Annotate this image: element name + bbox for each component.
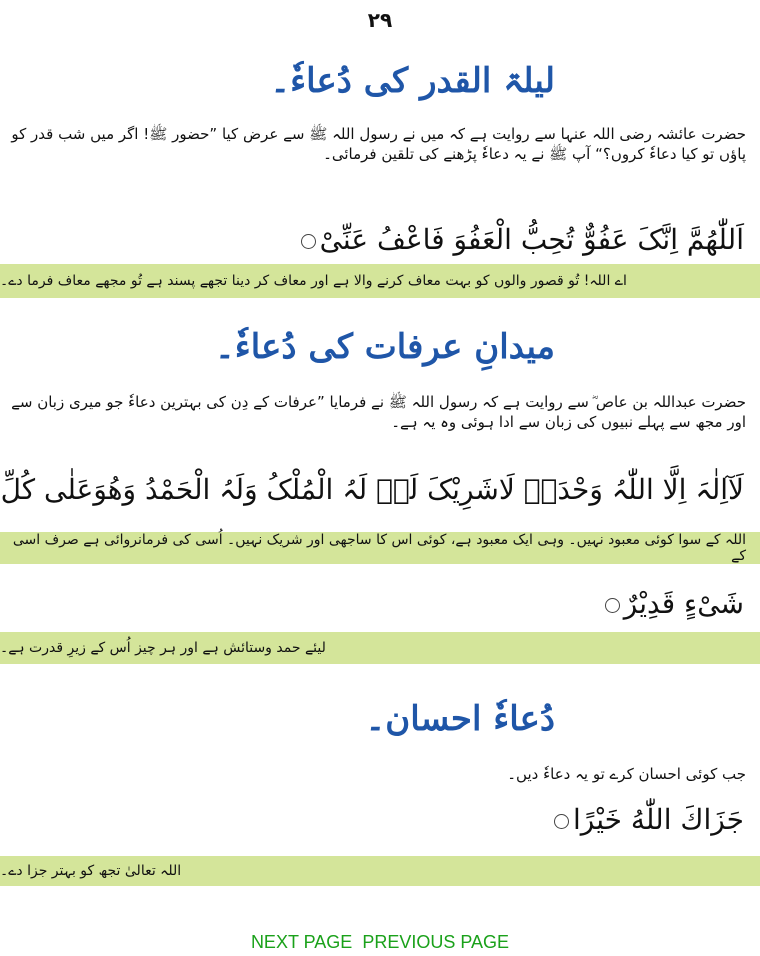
arabic-dua-arafat-cont <box>603 584 744 624</box>
arabic-dua-laylatul-qadr <box>299 220 744 260</box>
verse-end-icon <box>605 598 620 613</box>
arabic-text: جَزَاكَ اللّٰهُ خَيْرًا <box>573 803 744 836</box>
next-page-link[interactable]: NEXT PAGE <box>250 932 353 952</box>
arabic-text: اَللّٰھُمَّ اِنَّکَ عَفُوٌّ تُحِبُّ الْعَفُوَ فَاعْفُ عَنِّیْ <box>319 223 744 256</box>
page-navigation <box>0 932 760 953</box>
section-body-laylatul-qadr: حضرت عائشہ رضی اللہ عنہا سے روایت ہے کہ میں نے رسول اللہ ﷺ سے عرض کیا ”حضور ﷺ! اگر میں شب قدر کو پاؤں تو کیا دعاءٗ کروں؟“ آپ ﷺ نے یہ دعاءٗ پڑھنے کی تلقین فرمائی۔ <box>11 125 746 163</box>
section-body-ihsan: جب کوئی احسان کرے تو یہ دعاءٗ دیں۔ <box>507 765 746 783</box>
verse-end-icon <box>554 814 569 829</box>
section-body-arafat: حضرت عبداللہ بن عاص ؓ سے روایت ہے کہ رسول اللہ ﷺ نے فرمایا ”عرفات کے دِن کی بہترین دعاءٗ جو میری زبان سے اور مجھ سے پہلے نبیوں کی زبان سے ادا ہوئی وہ یہ ہے۔ <box>11 393 746 431</box>
page-number: ۲۹ <box>367 8 393 32</box>
arabic-dua-arafat: لَآاِلٰہَ اِلَّا اللّٰہُ وَحْدَہٗ لَاشَرِیْکَ لَہٗ لَہُ الْمُلْکُ وَلَہُ الْحَمْدُ وَھُوَعَلٰی کُلِّ <box>0 473 744 506</box>
translation-text: اللہ کے سوا کوئی معبود نہیں۔ وہی ایک معبود ہے، کوئی اس کا ساجھی اور شریک نہیں۔ اُسی کی فرمانروائی ہے صرف اسی کے <box>12 532 746 564</box>
translation-band-ihsan <box>0 856 760 886</box>
translation-band-arafat-cont <box>0 632 760 664</box>
translation-text: لیئے حمد وستائش ہے اور ہر چیز اُس کے زیرِ قدرت ہے۔ <box>0 640 326 656</box>
section-heading-laylatul-qadr: لیلۃ القدر کی دُعاءٗ۔ <box>270 61 555 101</box>
translation-band-laylatul-qadr <box>0 264 760 298</box>
section-heading-arafat: میدانِ عرفات کی دُعاءٗ۔ <box>214 327 555 367</box>
translation-text: اے اللہ! تُو قصور والوں کو بہت معاف کرنے والا ہے اور معاف کر دینا تجھے پسند ہے تُو مجھے معاف فرما دے۔ <box>0 273 627 289</box>
arabic-text: شَیْءٍ قَدِیْرٌ <box>623 587 744 620</box>
translation-band-arafat <box>0 532 760 564</box>
previous-page-link[interactable]: PREVIOUS PAGE <box>362 932 510 952</box>
arabic-dua-ihsan <box>552 800 744 840</box>
section-heading-ihsan: دُعاءٗ احسان۔ <box>365 699 555 739</box>
verse-end-icon <box>301 234 316 249</box>
translation-text: اللہ تعالیٰ تجھ کو بہتر جزا دے۔ <box>0 863 182 879</box>
